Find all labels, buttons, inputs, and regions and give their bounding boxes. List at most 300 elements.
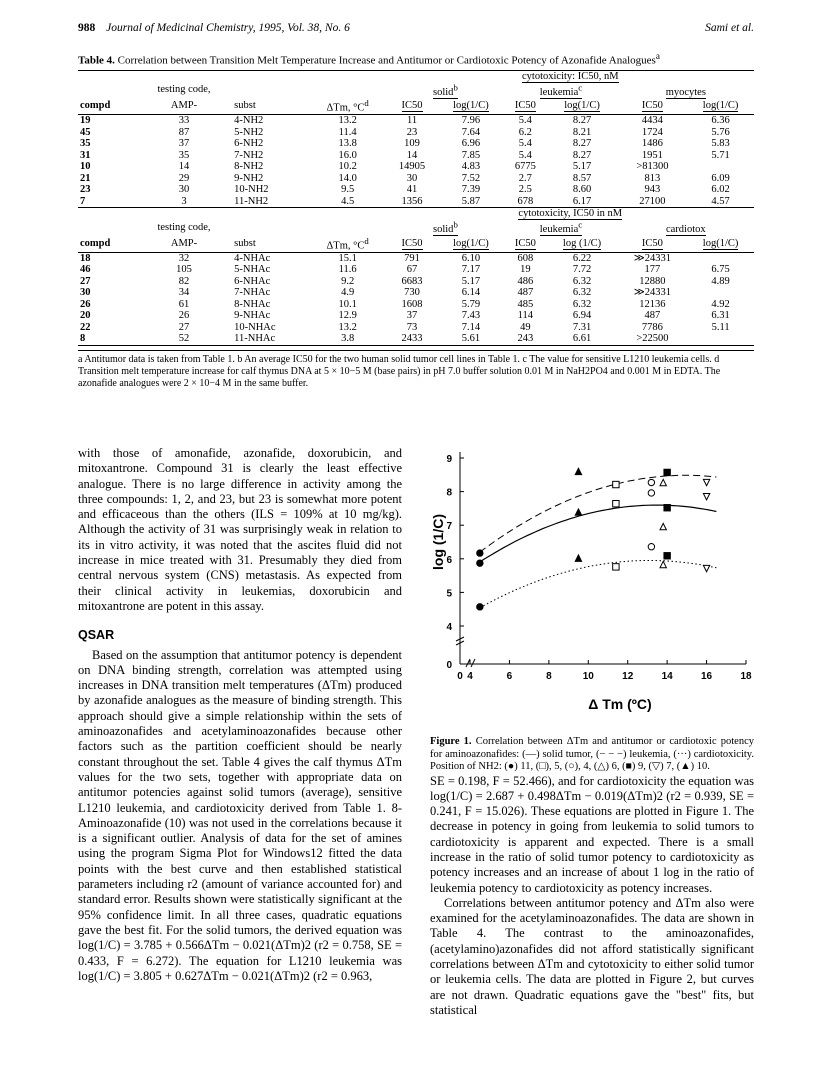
left-paragraph-1: with those of amonafide, azonafide, doxorubicin, and mitoxantrone. Compound 31 is clearly the least effective analogue. There is no large difference in activity among the three compounds: 1, 2, and 23, but 23 is somewhat more potent and efficaceous than the others (ILS = 109% at 10 mg/kg). Although the activity of 31 was surprisingly weak in relation to its in vitro activity, it was noted that the ascites fluid did not increase in mice treated with 31. Presumably they died from central nervous system (CNS) metastasis. As expected from their clinical activity in leukemias, doxorubicin and mitoxantrone are potent in this assay. — [78, 446, 402, 613]
table-cell: 6.31 — [711, 310, 730, 322]
table-header-cell: ΔTm, $^\circ C^d$ — [309, 236, 387, 253]
table-cell: 30 — [178, 184, 190, 196]
table-cell: 8.57 — [572, 172, 592, 184]
table-cell: 1951 — [641, 149, 663, 161]
table-group-title-text: cytotoxicity: IC50, nM — [522, 70, 619, 82]
table-group-title — [387, 208, 754, 220]
table-row — [78, 161, 754, 173]
table-cell: 7.96 — [461, 115, 481, 127]
table-spacer-cell — [78, 82, 136, 98]
data-point-triangle-filled — [575, 468, 581, 474]
table-cell: 6.02 — [711, 184, 730, 196]
table-cell: 9.5 — [341, 184, 355, 196]
table-cell: 3.8 — [309, 333, 387, 345]
table-cell: 29 — [178, 172, 190, 184]
table-header-ic50: IC50 — [641, 237, 663, 249]
data-point-square-open — [613, 481, 619, 487]
table-cell: 45 — [80, 126, 91, 138]
table-cell — [687, 287, 754, 299]
table-header-cell — [387, 98, 438, 115]
table-cell: ≫24331 — [633, 287, 672, 299]
table-cell: 4.89 — [711, 275, 730, 287]
table-cell: 49 — [520, 321, 531, 333]
table-cell: 6775 — [514, 161, 536, 173]
table-cell: 9-NHAc — [234, 310, 271, 322]
table-cell: 12.9 — [338, 310, 357, 322]
data-point-square-open — [613, 500, 619, 506]
table-cell: 243 — [504, 333, 546, 345]
table-header-cell — [546, 98, 617, 115]
figure-1 — [430, 446, 754, 736]
table-cell: 37 — [178, 138, 190, 150]
table-footnotes: a Antitumor data is taken from Table 1. b An average IC50 for the two human solid tumor cell lines in Table 1. c The value for sensitive L1210 leukemia cells. d Transition melt temperature increase for calf thymus DNA at 5 × 10−5 M (base pairs) in pH 7.0 buffer solution 0.01 M in NaH2PO4 and 0.001 M in EDTA. The azonafide analogues were 2 × 10−4 M in the same buffer. — [78, 350, 754, 390]
table-cell: 5.4 — [518, 149, 532, 161]
table-cell: 177 — [644, 264, 661, 276]
table-header-log: log(1/C) — [453, 237, 489, 249]
x-tick-label: 4 — [467, 671, 473, 682]
table-subgroup-label: cardiotox — [665, 224, 706, 236]
table-cell: 8-NH2 — [234, 161, 264, 173]
page — [78, 22, 754, 390]
table-cell: 87 — [178, 126, 190, 138]
table-header-cell — [687, 98, 754, 115]
table-spacer-cell — [78, 70, 387, 82]
figure-1-caption — [430, 736, 754, 774]
table-cell: 4.5 — [341, 195, 355, 207]
table-row — [78, 115, 754, 127]
table-subgroup-solid — [387, 82, 505, 98]
table-cell: 32 — [178, 252, 190, 264]
table-cell: 6.2 — [518, 126, 532, 138]
table-cell: 11 — [406, 115, 418, 127]
table-cell: 7.43 — [461, 310, 481, 322]
x-tick-label: 16 — [701, 671, 713, 682]
author-line: Sami et al. — [705, 22, 754, 34]
table-cell: 21 — [80, 172, 91, 184]
table-cell: 13.8 — [338, 138, 357, 150]
table-cell: 27 — [178, 321, 190, 333]
table-cell: 4434 — [641, 115, 663, 127]
table-cell: 486 — [517, 275, 534, 287]
fit-curve-dotted — [480, 561, 717, 608]
table-cell: 730 — [404, 287, 420, 299]
table-cell: 13.2 — [338, 321, 357, 333]
table-cell: 943 — [644, 184, 661, 196]
data-point-triangle-down-open — [703, 493, 709, 499]
table-subgroup-leukemia — [504, 82, 617, 98]
table-cell: 8.27 — [572, 138, 592, 150]
table-cell — [687, 252, 754, 264]
table-header-cell — [618, 98, 688, 115]
table-cell: 6-NHAc — [234, 275, 271, 287]
table-cell: 11-NHAc — [232, 333, 309, 345]
y-tick-label: 8 — [446, 487, 452, 499]
section-heading-qsar: QSAR — [78, 628, 115, 643]
table-header-cell — [387, 236, 438, 253]
table-cell: 6683 — [401, 275, 423, 287]
x-tick-label: 0 — [457, 671, 463, 682]
table-subgroup-row — [78, 82, 754, 98]
x-tick-label: 14 — [661, 671, 673, 682]
fit-curve-dashed — [480, 475, 717, 552]
table-cell: 41 — [406, 184, 418, 196]
table-header-ic50: IC50 — [641, 100, 663, 112]
data-point-triangle-open — [660, 479, 666, 485]
table-row — [78, 173, 754, 185]
table-cell: 3 — [181, 195, 187, 207]
table-header-log: log (1/C) — [562, 237, 602, 249]
table-cell: 5.76 — [711, 126, 730, 138]
table-cell: 5.11 — [711, 321, 730, 333]
table-header-cell — [546, 236, 617, 253]
table-group-title-row — [78, 70, 754, 82]
table-cell: 813 — [644, 172, 661, 184]
x-axis-break-mark — [471, 659, 475, 667]
table-cell: 5.17 — [461, 275, 481, 287]
table-cell: 791 — [404, 252, 420, 264]
table-cell: 6.09 — [711, 172, 730, 184]
table-cell: 19 — [520, 264, 531, 276]
data-point-circle-filled — [477, 550, 483, 556]
table-spacer-cell — [232, 220, 386, 236]
x-tick-label: 10 — [582, 671, 594, 682]
table-cell: 5.17 — [572, 161, 592, 173]
table-cell: 8-NHAc — [234, 298, 271, 310]
table-cell: 7.85 — [461, 149, 481, 161]
table-cell: 678 — [517, 195, 534, 207]
page-number: 988 — [78, 22, 96, 34]
y-tick-label: 9 — [446, 454, 452, 465]
table-cell: 34 — [178, 287, 190, 299]
table-subgroup-footnote-mark: c — [578, 219, 583, 230]
data-point-circle-filled — [477, 560, 483, 566]
table-cell: 14.0 — [338, 172, 357, 184]
table-cell: 52 — [136, 333, 232, 345]
table-cell: 5-NHAc — [234, 264, 271, 276]
table-row — [78, 276, 754, 288]
table-cell: 7 — [80, 195, 86, 207]
table-cell: 20 — [80, 310, 91, 322]
table-row — [78, 127, 754, 139]
table-cell: 1486 — [641, 138, 663, 150]
table-cell: 4-NHAc — [234, 252, 271, 264]
data-point-circle-filled — [477, 604, 483, 610]
data-point-circle-open — [648, 544, 654, 550]
table-cell: 1608 — [401, 298, 423, 310]
table-header-ic50: IC50 — [401, 237, 423, 249]
table-subgroup-label: solid$^b$ — [433, 219, 458, 236]
table-cell: 109 — [404, 138, 420, 150]
right-paragraph-2: Correlations between antitumor potency and ΔTm also were examined for the acetylaminoazonafides. The data are shown in Table 4. The contrast to the aminoazonafides, (acetylamino)azonafides did not afford statistically significant correlations between ΔTm and cytotoxicity to either solid tumor or leukemia cells. The data are plotted in Figure 2, but curves are not drawn. Quadratic equations gave the "best" fits, but statistical — [430, 895, 754, 1017]
table-cell: 33 — [178, 115, 190, 127]
table-cell: 4-NH2 — [234, 115, 264, 127]
y-axis-label: log (1/C) — [430, 514, 446, 570]
table-cell: 7.72 — [572, 264, 592, 276]
data-point-square-filled — [664, 469, 670, 475]
table-cell: 7-NH2 — [234, 149, 264, 161]
table-caption — [78, 50, 754, 68]
table-cell: 12136 — [639, 298, 666, 310]
table-cell: 7786 — [641, 321, 663, 333]
table-cell: 6.94 — [572, 310, 592, 322]
table-header-cell — [687, 236, 754, 253]
data-point-triangle-open — [660, 561, 666, 567]
table-cell: 13.2 — [338, 115, 357, 127]
table-cell: 6.36 — [711, 115, 730, 127]
table-cell: 46 — [80, 264, 91, 276]
table-cell: 26 — [178, 310, 190, 322]
table-header-ic50: IC50 — [401, 100, 423, 112]
table-cell: 6.10 — [461, 252, 481, 264]
table-cell: 27100 — [639, 195, 666, 207]
table-cell: 608 — [517, 252, 534, 264]
table-row — [78, 196, 754, 208]
left-paragraph-2: Based on the assumption that antitumor potency is dependent on DNA binding strength, correlation was attempted using increases in DNA transition melt temperatures (ΔTm) produced by azonafide analogues as the measure of binding strength. This approach should give a simple relationship within the sets of aminoazonafides and acetylaminoazonafides because other factors such as the partition coefficient should be nearly constant throughout the set. Table 4 gives the calf thymus ΔTm values for the two sets, together with appropriate data on antitumor potencies against solid tumors (average), sensitive L1210 leukemia, and cardiotoxicity derived from Table 1. 8-Aminoazonafide (10) was not used in the correlations because it is a significant outlier. Analysis of data for the set of amines using the program Sigma Plot for Windows12 fitted the data points with the best curve and then established statistical parameters including r2 (amount of variance accounted for) and standard error. Results shown were statistically significant at the 95% confidence limit. In all three cases, quadratic equations gave the best fit. For the solid tumors, the derived equation was log(1/C) = 3.785 + 0.566ΔTm − 0.021(ΔTm)2 (r2 = 0.758, SE = 0.433, F = 6.272). The equation for L1210 leukemia was log(1/C) = 3.805 + 0.627ΔTm − 0.021(ΔTm)2 (r2 = 0.963, — [78, 647, 402, 983]
table-cell: 487 — [644, 310, 661, 322]
running-head — [78, 22, 754, 40]
table-caption-text: Correlation between Transition Melt Temperature Increase and Antitumor or Cardiotoxic Potency of Azonafide Analogues — [117, 54, 656, 67]
table-header-cell: compd — [78, 236, 136, 253]
table-cell — [687, 161, 754, 173]
fit-curve-solid — [480, 505, 717, 562]
data-point-triangle-filled — [575, 555, 581, 561]
table-cell: 6-NH2 — [234, 138, 264, 150]
table-header-cell: compd — [78, 98, 136, 115]
table-cell — [687, 333, 754, 345]
figure-1-plot — [430, 446, 754, 736]
table-cell: 8.27 — [572, 149, 592, 161]
table-cell: 10 — [80, 161, 91, 173]
table-subgroup-label: leukemia$^c$ — [539, 82, 583, 98]
table-header-footnote-mark: d — [364, 235, 369, 246]
table-header-log: log(1/C) — [453, 100, 489, 112]
table-row — [78, 138, 754, 150]
table-cell: 485 — [517, 298, 534, 310]
table-cell: 31 — [80, 149, 91, 161]
table-cell: >22500 — [618, 333, 688, 345]
table-cell: 23 — [80, 184, 91, 196]
table-cell: 2.7 — [518, 172, 532, 184]
data-point-circle-open — [648, 490, 654, 496]
table-header-cell: subst — [232, 98, 309, 115]
table-cell: 6.14 — [461, 287, 481, 299]
table-cell: 11.4 — [338, 126, 357, 138]
table-cell: 22 — [80, 321, 91, 333]
data-point-square-open — [613, 564, 619, 570]
table-cell: 6.22 — [572, 252, 592, 264]
table-header-log: log(1/C) — [702, 237, 739, 249]
table-cell: 5.83 — [711, 138, 730, 150]
table-cell: 7-NHAc — [234, 287, 271, 299]
table-cell: 19 — [80, 115, 91, 127]
table-header-cell: AMP- — [136, 236, 232, 253]
y-tick-label: 6 — [446, 554, 452, 566]
table-cell: 7.31 — [572, 321, 592, 333]
table-cell: 10.2 — [338, 161, 357, 173]
table-header-ic50: IC50 — [514, 100, 536, 112]
x-axis-break-mark — [466, 659, 470, 667]
journal-citation: Journal of Medicinal Chemistry, 1995, Vol. 38, No. 6 — [106, 22, 350, 34]
table-cell: 6.32 — [572, 298, 592, 310]
table-spacer-cell — [232, 82, 386, 98]
table-subgroup-footnote-mark: b — [453, 82, 458, 93]
y-tick-label: 4 — [446, 622, 452, 633]
table-cell: 6.32 — [572, 275, 592, 287]
table-cell: 1356 — [401, 195, 423, 207]
table-subgroup-cardiotox — [618, 220, 754, 236]
table-cell: 10-NH2 — [234, 184, 269, 196]
table-header-ic50: IC50 — [514, 237, 536, 249]
table-4 — [78, 70, 754, 346]
data-point-triangle-open — [660, 523, 666, 529]
table-header-cell: AMP- — [136, 98, 232, 115]
table-cell: 14 — [178, 161, 190, 173]
table-header-log: log(1/C) — [564, 100, 600, 112]
table-group-title-row — [78, 208, 754, 220]
table-cell: 12880 — [639, 275, 666, 287]
table-cell: 16.0 — [338, 149, 357, 161]
table-cell: 7.39 — [461, 184, 481, 196]
table-cell: 6.96 — [461, 138, 481, 150]
table-cell: 30 — [406, 172, 418, 184]
table-cell: 37 — [406, 310, 418, 322]
table-cell: 5.4 — [518, 138, 532, 150]
table-cell: 30 — [80, 287, 91, 299]
right-paragraph-1: SE = 0.198, F = 52.466), and for cardiotoxicity the equation was log(1/C) = 2.687 + 0.498ΔTm − 0.019(ΔTm)2 (r2 = 0.939, SE = 0.241, F = 15.026). These equations are plotted in Figure 1. The decrease in potency in going from leukemia to solid tumors to cardiotoxicity is apparent and expected. There is a small increase in the ratio of solid tumor potency to cardiotoxicity as potency increases and an increase of about 1 log in the ratio of leukemia potency to cardiotoxicity as potency increases. — [430, 773, 754, 895]
x-tick-label: 6 — [506, 671, 513, 682]
table-cell: 4.9 — [341, 287, 355, 299]
table-cell: 23 — [406, 126, 418, 138]
table-cell: 4.92 — [711, 298, 730, 310]
table-cell: 26 — [80, 298, 91, 310]
table-subgroup-leukemia — [504, 220, 617, 236]
table-row — [78, 150, 754, 162]
x-tick-label: 18 — [740, 671, 752, 682]
table-header-cell: subst — [232, 236, 309, 253]
table-cell: 5.4 — [518, 115, 532, 127]
table-row — [78, 299, 754, 311]
right-column — [430, 446, 754, 1018]
table-cell: 35 — [80, 138, 91, 150]
table-cell: 6.75 — [711, 264, 730, 276]
table-cell: 4.83 — [461, 161, 481, 173]
table-cell: 9.2 — [341, 275, 355, 287]
table-header-row — [78, 98, 754, 115]
table-cell: 7.52 — [461, 172, 481, 184]
y-tick-label: 0 — [446, 660, 452, 671]
table-cell: 105 — [176, 264, 192, 276]
table-cell: 8 — [78, 333, 136, 345]
table-cell: 487 — [517, 287, 534, 299]
data-point-triangle-filled — [575, 509, 581, 515]
table-spacer-cell — [78, 220, 136, 236]
table-cell: 6.32 — [572, 287, 592, 299]
table-row — [78, 287, 754, 299]
table-cell: 11.6 — [338, 264, 357, 276]
table-cell: 6.17 — [572, 195, 592, 207]
table-cell: 2433 — [387, 333, 438, 345]
x-tick-label: 12 — [622, 671, 634, 682]
table-header-cell: ΔTm, $^\circ C^d$ — [309, 98, 387, 115]
table-cell: 5.61 — [438, 333, 505, 345]
table-caption-lead: Table 4. — [78, 54, 115, 67]
table-subgroup-footnote-mark: c — [578, 82, 583, 93]
table-header-log: log(1/C) — [702, 100, 739, 112]
table-cell: 35 — [178, 149, 190, 161]
table-cell: 14 — [406, 149, 418, 161]
table-group-title — [387, 70, 754, 82]
table-cell: 5.79 — [461, 298, 481, 310]
figure-1-caption-lead: Figure 1. — [430, 736, 472, 747]
table-header-cell — [504, 98, 546, 115]
table-cell: 14905 — [398, 161, 426, 173]
x-axis-label: Δ Tm (ºC) — [588, 696, 652, 712]
data-point-square-filled — [664, 553, 670, 559]
table-cell: 11-NH2 — [234, 195, 269, 207]
table-header-cell — [438, 236, 505, 253]
table-cell: 5-NH2 — [234, 126, 264, 138]
table-header-cell — [438, 98, 505, 115]
table-cell: 2.5 — [518, 184, 532, 196]
table-cell: 67 — [406, 264, 418, 276]
table-cell: 8.27 — [572, 115, 592, 127]
table-header-cell — [504, 236, 546, 253]
table-header-testing-code: testing code, — [157, 221, 211, 233]
table-header-row — [78, 236, 754, 253]
data-point-square-filled — [664, 505, 670, 511]
table-row — [78, 310, 754, 322]
table-cell: 6.61 — [546, 333, 617, 345]
table-subgroup-label: myocytes — [665, 86, 706, 98]
table-cell: 7.64 — [461, 126, 481, 138]
table-cell: 8.60 — [572, 184, 592, 196]
table-cell: >81300 — [636, 161, 669, 173]
table-cell: 27 — [80, 275, 91, 287]
table-header-cell — [618, 236, 688, 253]
data-point-circle-open — [648, 479, 654, 485]
body-columns — [78, 446, 754, 1018]
table-subgroup-myocytes — [618, 82, 754, 98]
table-caption-sup: a — [655, 51, 660, 61]
table-row — [78, 333, 754, 345]
data-point-triangle-down-open — [703, 565, 709, 571]
table-spacer-cell — [78, 208, 387, 220]
table-subgroup-label: leukemia$^c$ — [539, 219, 583, 236]
table-cell: 61 — [178, 298, 190, 310]
table-subgroup-solid — [387, 220, 505, 236]
table-row — [78, 322, 754, 334]
table-header-testing-code: testing code, — [157, 84, 211, 96]
table-subgroup-footnote-mark: b — [453, 219, 458, 230]
table-cell: 1724 — [641, 126, 663, 138]
table-cell: 114 — [517, 310, 534, 322]
table-cell: 7.17 — [461, 264, 481, 276]
x-tick-label: 8 — [546, 671, 552, 682]
table-row — [78, 184, 754, 196]
table-subgroup-row — [78, 220, 754, 236]
table-cell: 5.71 — [711, 149, 730, 161]
table-cell: 9-NH2 — [234, 172, 264, 184]
table-row — [78, 252, 754, 264]
table-cell: 4.57 — [711, 195, 730, 207]
table-cell: 8.21 — [572, 126, 592, 138]
table-row — [78, 264, 754, 276]
table-cell: 10.1 — [338, 298, 357, 310]
table-cell: 73 — [406, 321, 418, 333]
table-subgroup-label: solid$^b$ — [433, 82, 458, 98]
table-header-footnote-mark: d — [364, 98, 369, 109]
y-tick-label: 5 — [446, 588, 452, 600]
